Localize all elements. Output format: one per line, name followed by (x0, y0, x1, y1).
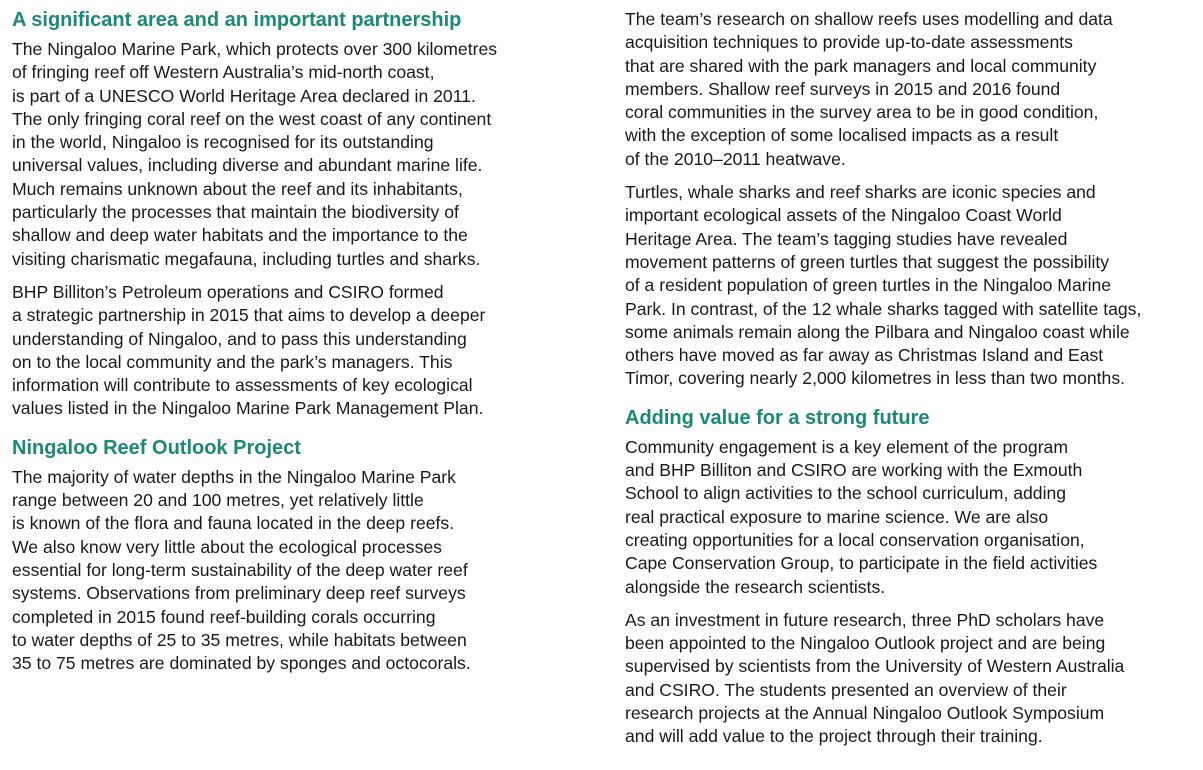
text-line: and BHP Billiton and CSIRO are working with the Exmouth (625, 460, 1083, 481)
paragraph-shallow-reefs (625, 8, 1195, 171)
paragraph-water-depths (12, 466, 592, 676)
text-line: on to the local community and the park’s managers. This (12, 351, 453, 372)
paragraph-turtles-sharks (625, 181, 1195, 391)
text-line: alongside the research scientists. (625, 576, 886, 597)
text-line: and will add value to the project through their training. (625, 726, 1043, 747)
text-line: Community engagement is a key element of the program (625, 436, 1068, 457)
text-line: a strategic partnership in 2015 that aims to develop a deeper (12, 305, 486, 326)
text-line: movement patterns of green turtles that suggest the possibility (625, 251, 1110, 272)
text-line: been appointed to the Ningaloo Outlook project and are being (625, 633, 1106, 654)
text-line: others have moved as far away as Christmas Island and East (625, 345, 1104, 366)
paragraph-phd-scholars (625, 609, 1195, 749)
text-line: essential for long-term sustainability of the deep water reef (12, 559, 468, 580)
text-line: The only fringing coral reef on the west coast of any continent (12, 108, 492, 129)
text-line: systems. Observations from preliminary deep reef surveys (12, 583, 466, 604)
text-line: BHP Billiton’s Petroleum operations and CSIRO formed (12, 281, 444, 302)
text-line: The Ningaloo Marine Park, which protects over 300 kilometres (12, 39, 498, 59)
paragraph-community-engagement (625, 436, 1195, 599)
section-heading-partnership: A significant area and an important partnership (12, 9, 462, 31)
text-line: Heritage Area. The team’s tagging studies have revealed (625, 228, 1068, 249)
text-line: The majority of water depths in the Ningaloo Marine Park (12, 466, 456, 487)
text-line: coral communities in the survey area to be in good condition, (625, 102, 1099, 123)
left-column (12, 8, 592, 675)
text-line: is known of the flora and fauna located in the deep reefs. (12, 513, 455, 534)
text-line: Turtles, whale sharks and reef sharks are iconic species and (625, 182, 1096, 203)
text-line: with the exception of some localised impacts as a result (625, 125, 1059, 146)
text-line: important ecological assets of the Ningaloo Coast World (625, 205, 1062, 226)
text-line: As an investment in future research, three PhD scholars have (625, 609, 1105, 630)
text-line: We also know very little about the ecological processes (12, 536, 442, 557)
text-line: creating opportunities for a local conservation organisation, (625, 529, 1085, 550)
right-column (625, 8, 1195, 749)
text-line: particularly the processes that maintain the biodiversity of (12, 202, 459, 223)
text-line: Park. In contrast, of the 12 whale sharks tagged with satellite tags, (625, 298, 1142, 319)
section-heading-outlook-project: Ningaloo Reef Outlook Project (12, 436, 301, 459)
text-line: that are shared with the park managers and local community (625, 55, 1097, 76)
text-line: research projects at the Annual Ningaloo Outlook Symposium (625, 703, 1105, 724)
text-line: to water depths of 25 to 35 metres, while habitats between (12, 629, 467, 650)
text-line: and CSIRO. The students presented an overview of their (625, 679, 1067, 700)
text-line: universal values, including diverse and abundant marine life. (12, 155, 483, 176)
text-line: real practical exposure to marine science. We are also (625, 506, 1049, 527)
text-line: 35 to 75 metres are dominated by sponges and octocorals. (12, 653, 471, 674)
paragraph-bhp-partnership (12, 281, 592, 421)
text-line: values listed in the Ningaloo Marine Park Management Plan. (12, 398, 484, 419)
text-line: Much remains unknown about the reef and its inhabitants, (12, 178, 463, 199)
text-line: members. Shallow reef surveys in 2015 and 2016 found (625, 78, 1061, 99)
text-line: in the world, Ningaloo is recognised for its outstanding (12, 132, 434, 153)
text-line: visiting charismatic megafauna, including turtles and sharks. (12, 248, 481, 269)
text-line: of a resident population of green turtles in the Ningaloo Marine (625, 275, 1112, 296)
section-heading-adding-value: Adding value for a strong future (625, 406, 930, 429)
text-line: of fringing reef off Western Australia’s mid-north coast, (12, 62, 435, 83)
text-line: of the 2010–2011 heatwave. (625, 148, 846, 169)
text-line: completed in 2015 found reef-building corals occurring (12, 606, 436, 627)
text-line: Timor, covering nearly 2,000 kilometres in less than two months. (625, 368, 1126, 389)
text-line: School to align activities to the school curriculum, adding (625, 483, 1067, 504)
text-line: acquisition techniques to provide up-to-date assessments (625, 32, 1073, 53)
text-line: some animals remain along the Pilbara and Ningaloo coast while (625, 321, 1130, 342)
text-line: information will contribute to assessments of key ecological (12, 375, 473, 396)
text-line: understanding of Ningaloo, and to pass this understanding (12, 328, 467, 349)
text-line: The team’s research on shallow reefs uses modelling and data (625, 9, 1113, 29)
text-line: is part of a UNESCO World Heritage Area declared in 2011. (12, 85, 476, 106)
text-line: range between 20 and 100 metres, yet relatively little (12, 490, 424, 511)
text-line: Cape Conservation Group, to participate in the field activities (625, 553, 1098, 574)
paragraph-ningaloo-marine-park (12, 38, 592, 271)
text-line: supervised by scientists from the University of Western Australia (625, 656, 1125, 677)
text-line: shallow and deep water habitats and the importance to the (12, 225, 468, 246)
